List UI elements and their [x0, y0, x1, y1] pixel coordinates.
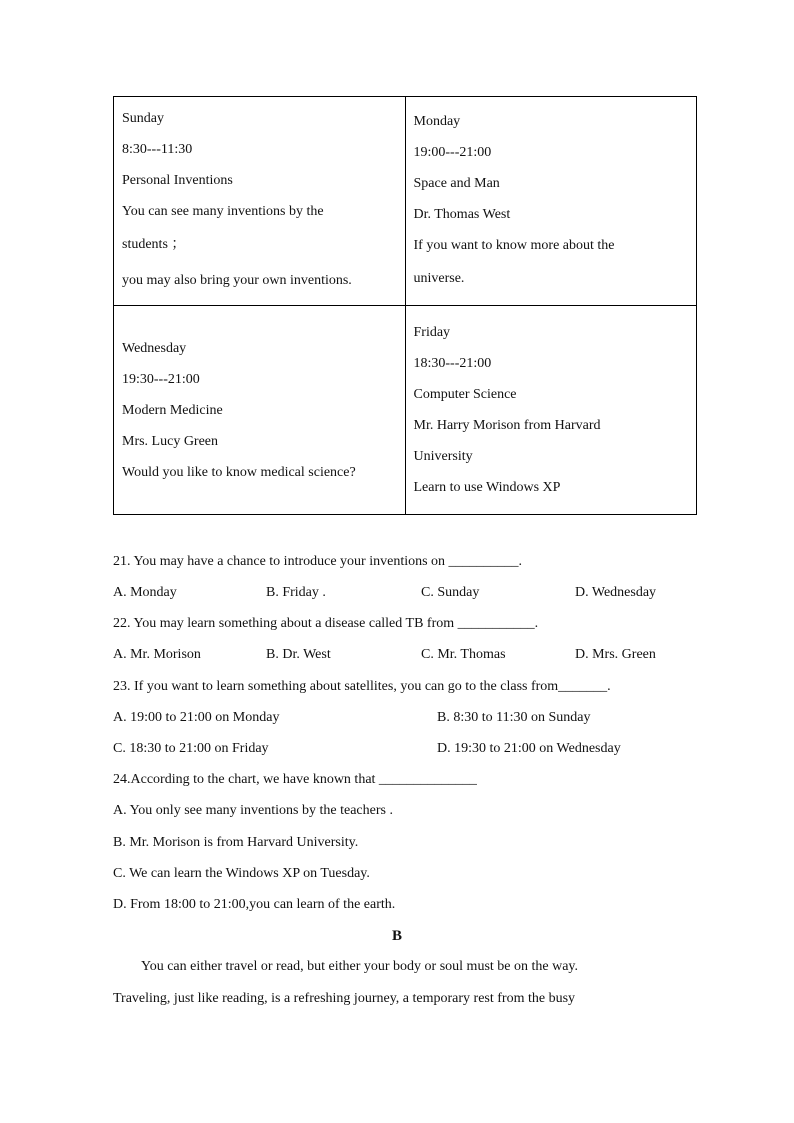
lecture-title: Modern Medicine	[122, 402, 223, 418]
schedule-table	[113, 96, 697, 515]
schedule-cell-monday	[405, 97, 697, 306]
time-range: 19:30---21:00	[122, 371, 200, 387]
lecture-description: Learn to use Windows XP	[413, 480, 561, 495]
time-range: 18:30---21:00	[413, 356, 492, 371]
schedule-cell-sunday	[114, 97, 406, 306]
question-24-option-d[interactable]: D. From 18:00 to 21:00,you can learn of the earth.	[113, 897, 396, 912]
lecture-description: you may also bring your own inventions.	[122, 273, 352, 288]
question-22-option-d[interactable]: D. Mrs. Green	[575, 647, 656, 662]
question-23-option-d[interactable]: D. 19:30 to 21:00 on Wednesday	[437, 741, 621, 756]
speaker-name: Mrs. Lucy Green	[122, 433, 219, 449]
lecture-description: You can see many inventions by the	[122, 204, 324, 219]
question-24: 24.According to the chart, we have known that ______________	[113, 772, 477, 787]
schedule-row	[114, 97, 697, 306]
question-23-option-b[interactable]: B. 8:30 to 11:30 on Sunday	[437, 710, 591, 725]
schedule-cell-wednesday	[114, 306, 406, 515]
question-23-option-c[interactable]: C. 18:30 to 21:00 on Friday	[113, 741, 269, 756]
question-21: 21. You may have a chance to introduce your inventions on __________.	[113, 554, 523, 569]
schedule-row	[114, 306, 697, 515]
lecture-title: Computer Science	[413, 387, 517, 402]
day-label: Sunday	[122, 111, 164, 126]
question-21-option-c[interactable]: C. Sunday	[421, 585, 480, 600]
passage-line: Traveling, just like reading, is a refreshing journey, a temporary rest from the busy	[113, 991, 576, 1006]
time-range: 8:30---11:30	[122, 142, 193, 157]
question-24-option-c[interactable]: C. We can learn the Windows XP on Tuesday.	[113, 866, 370, 881]
time-range: 19:00---21:00	[413, 144, 492, 160]
day-label: Friday	[413, 325, 451, 340]
question-23: 23. If you want to learn something about satellites, you can go to the class from_______.	[113, 679, 611, 694]
lecture-description: students ；	[122, 237, 186, 252]
day-label: Wednesday	[122, 340, 187, 356]
question-23-option-a[interactable]: A. 19:00 to 21:00 on Monday	[113, 710, 280, 725]
question-21-option-d[interactable]: D. Wednesday	[575, 585, 657, 600]
lecture-title: Space and Man	[413, 175, 500, 191]
lecture-description: Would you like to know medical science?	[122, 464, 356, 480]
section-heading: B	[391, 928, 402, 944]
question-22: 22. You may learn something about a disease called TB from ___________.	[113, 616, 539, 631]
question-21-option-b[interactable]: B. Friday .	[266, 585, 326, 600]
speaker-name: Mr. Harry Morison from Harvard	[413, 418, 601, 433]
day-label: Monday	[413, 113, 461, 129]
question-24-option-a[interactable]: A. You only see many inventions by the teachers .	[113, 803, 393, 818]
question-21-option-a[interactable]: A. Monday	[113, 585, 177, 600]
speaker-affiliation: University	[413, 449, 473, 464]
lecture-title: Personal Inventions	[122, 173, 233, 188]
schedule-cell-friday	[405, 306, 697, 515]
passage-line: You can either travel or read, but either your body or soul must be on the way.	[141, 959, 579, 974]
lecture-description: If you want to know more about the	[413, 237, 615, 253]
lecture-description: universe.	[413, 270, 465, 286]
question-22-option-c[interactable]: C. Mr. Thomas	[421, 647, 506, 662]
question-24-option-b[interactable]: B. Mr. Morison is from Harvard University.	[113, 835, 359, 850]
question-22-option-a[interactable]: A. Mr. Morison	[113, 647, 201, 662]
question-22-option-b[interactable]: B. Dr. West	[266, 647, 331, 662]
speaker-name: Dr. Thomas West	[413, 206, 511, 222]
